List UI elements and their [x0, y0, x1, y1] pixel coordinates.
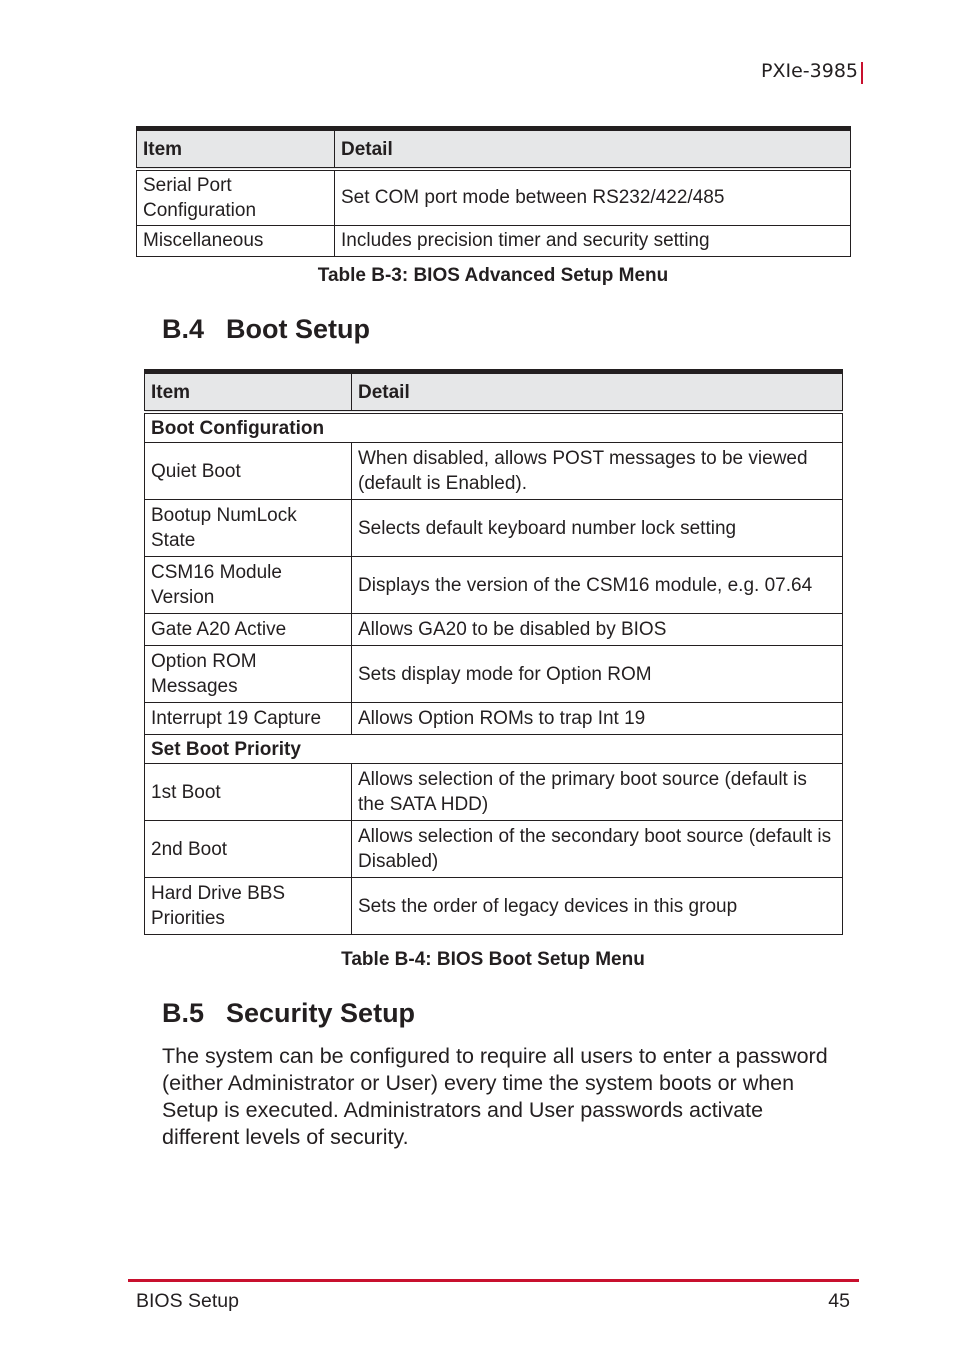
- bios-advanced-table: [136, 126, 851, 257]
- table-row: [145, 500, 843, 557]
- row-detail: Includes precision timer and security setting: [335, 225, 851, 256]
- header-detail: Detail: [335, 129, 851, 170]
- row-detail: Set COM port mode between RS232/422/485: [335, 169, 851, 225]
- group-title: Boot Configuration: [145, 412, 843, 443]
- section-number: B.4: [162, 314, 205, 344]
- row-item: CSM16 Module Version: [145, 557, 352, 614]
- section-heading: [162, 998, 415, 1029]
- header-detail: Detail: [352, 372, 843, 413]
- table-caption: Table B-3: BIOS Advanced Setup Menu: [317, 265, 669, 286]
- table-row: [145, 646, 843, 703]
- table-row: [145, 878, 843, 935]
- table-caption: Table B-4: BIOS Boot Setup Menu: [341, 949, 645, 970]
- header-accent-bar: [861, 62, 863, 84]
- section-title: Boot Setup: [226, 314, 370, 344]
- product-name: PXIe-3985: [761, 60, 858, 82]
- group-title: Set Boot Priority: [145, 735, 843, 764]
- row-item: Hard Drive BBS Priorities: [145, 878, 352, 935]
- table-header-row: [137, 129, 851, 170]
- row-item: Serial Port Configuration: [137, 169, 335, 225]
- page-number: 45: [828, 1290, 850, 1312]
- row-detail: When disabled, allows POST messages to be viewed (default is Enabled).: [352, 443, 843, 500]
- row-detail: Sets the order of legacy devices in this group: [352, 878, 843, 935]
- row-item: Gate A20 Active: [145, 614, 352, 646]
- row-detail: Allows selection of the secondary boot source (default is Disabled): [352, 821, 843, 878]
- group-row: [145, 412, 843, 443]
- footer-section: BIOS Setup: [136, 1290, 239, 1312]
- table-header-row: [145, 372, 843, 413]
- table-row: [145, 821, 843, 878]
- row-detail: Allows GA20 to be disabled by BIOS: [352, 614, 843, 646]
- row-item: Interrupt 19 Capture: [145, 703, 352, 735]
- body-paragraph: The system can be configured to require all users to enter a password (either Administrator or User) every time the system boots or when Setup is executed. Administrators and User passwords activate different levels of security.: [162, 1044, 828, 1149]
- table-row: [137, 169, 851, 225]
- header-item: Item: [137, 129, 335, 170]
- table-row: [137, 225, 851, 256]
- table-row: [145, 614, 843, 646]
- row-item: Miscellaneous: [137, 225, 335, 256]
- bios-boot-table: [144, 369, 843, 935]
- row-detail: Displays the version of the CSM16 module, e.g. 07.64: [352, 557, 843, 614]
- section-heading: [162, 314, 370, 345]
- row-detail: Sets display mode for Option ROM: [352, 646, 843, 703]
- row-item: 2nd Boot: [145, 821, 352, 878]
- table-row: [145, 443, 843, 500]
- footer-rule: [128, 1279, 859, 1282]
- section-title: Security Setup: [226, 998, 416, 1028]
- row-item: Option ROM Messages: [145, 646, 352, 703]
- header-item: Item: [145, 372, 352, 413]
- row-item: Quiet Boot: [145, 443, 352, 500]
- table-row: [145, 764, 843, 821]
- row-detail: Allows selection of the primary boot source (default is the SATA HDD): [352, 764, 843, 821]
- section-number: B.5: [162, 998, 205, 1028]
- row-detail: Allows Option ROMs to trap Int 19: [352, 703, 843, 735]
- table-row: [145, 703, 843, 735]
- row-detail: Selects default keyboard number lock setting: [352, 500, 843, 557]
- table-row: [145, 557, 843, 614]
- row-item: Bootup NumLock State: [145, 500, 352, 557]
- row-item: 1st Boot: [145, 764, 352, 821]
- group-row: [145, 735, 843, 764]
